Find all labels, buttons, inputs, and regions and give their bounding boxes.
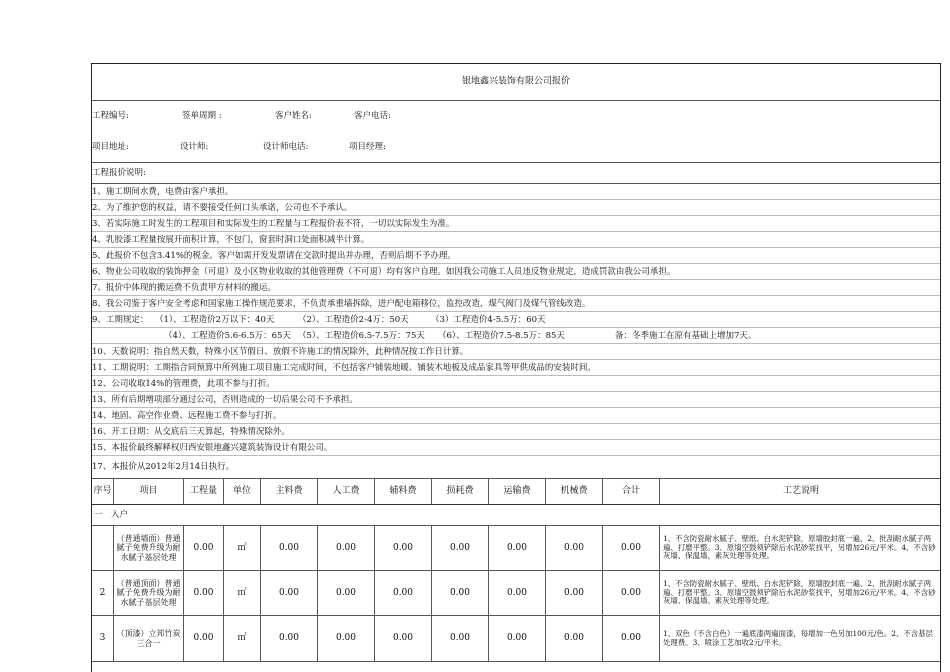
sign-period-label: 签单周期 : [182, 110, 222, 121]
note-row [92, 296, 940, 312]
note-row [92, 248, 940, 264]
row-main-material: 0.00 [261, 526, 318, 570]
row-process-desc: 1、不含防瓷耐水腻子、壁纸、白水泥铲除，原墙胶封底一遍、2、批刮耐水腻子两遍、打磨平整。3、原墙空鼓须铲除后水泥砂浆找平，另增加26元/平米。4、不含砂灰墙、保温墙、素灰处理等处理。 [663, 578, 936, 606]
note-text: 6、物业公司收取的装饰押金（可退）及小区物业收取的其他管理费（不可退）均有客户自理。如因我公司施工人员违反物业规定，造成罚款由我公司承担。 [92, 266, 676, 277]
row-qty: 0.00 [184, 616, 224, 661]
col-header-unit: 单位 [224, 479, 261, 504]
schedule-item: （3）工程造价4-5.5万：60天 [431, 314, 546, 325]
note-text: 12、公司收取14%的管理费，此项不参与打折。 [92, 378, 275, 389]
table-row [92, 616, 940, 662]
note-row [92, 456, 940, 479]
col-header-main-material: 主料费 [261, 479, 318, 504]
row-item: （普通顶面）普通腻子免费升级为耐水腻子基层处理 [114, 571, 184, 615]
row-no: 3 [92, 616, 114, 661]
row-process-desc: 1、不含防瓷耐水腻子、壁纸、白水泥铲除，原墙胶封底一遍、2、批刮耐水腻子两遍、打磨平整。3、原墙空鼓须铲除后水泥砂浆找平，另增加26元/平米。4、不含砂灰墙、保温墙、素灰处理等处理。 [663, 533, 936, 561]
row-machine: 0.00 [546, 571, 603, 615]
note-row [92, 280, 940, 296]
section-row [92, 505, 940, 526]
designer-label: 设计师: [180, 141, 209, 152]
row-labor: 0.00 [318, 616, 375, 661]
row-total: 0.00 [603, 616, 660, 661]
row-total: 0.00 [603, 526, 660, 570]
notes-header: 工程报价说明: [92, 167, 146, 178]
col-header-total: 合计 [603, 479, 660, 504]
row-unit: ㎡ [224, 571, 261, 615]
row-qty: 0.00 [184, 571, 224, 615]
note-text: 16、开工日期：从交底后三天算起，特殊情况除外。 [92, 426, 290, 437]
row-transport: 0.00 [489, 526, 546, 570]
col-header-process: 工艺说明 [782, 486, 819, 497]
note-row [92, 440, 940, 456]
quotation-sheet [91, 63, 941, 672]
row-main-material: 0.00 [261, 571, 318, 615]
schedule-item: （2）、工程造价2-4万：50天 [298, 314, 409, 325]
note-text: 15、本报价最终解释权归西安银地鑫兴建筑装饰设计有限公司。 [92, 442, 333, 453]
manager-label: 项目经理: [349, 141, 386, 152]
notes-header-row [92, 163, 940, 184]
schedule-label: 9、工期规定： [92, 314, 149, 325]
note-text: 13、所有后期增项部分通过公司，否则造成的一切后果公司不予承担。 [92, 394, 358, 405]
customer-name-label: 客户姓名: [275, 110, 312, 121]
row-unit: ㎡ [224, 616, 261, 661]
row-no: 2 [92, 571, 114, 615]
row-aux-material: 0.00 [375, 616, 432, 661]
col-header-qty: 工程量 [184, 479, 224, 504]
note-text: 10、天数说明：指自然天数，特殊小区节假日、放假不许施工的情况除外，此种情况按工作日计算。 [92, 346, 469, 357]
note-row [92, 392, 940, 408]
note-row [92, 232, 940, 248]
note-row [92, 264, 940, 280]
designer-phone-label: 设计师电话: [263, 141, 309, 152]
schedule-item: （4）、工程造价5.6-6.5万：65天 [164, 330, 291, 341]
company-quote-title: 银地鑫兴装饰有限公司报价 [461, 76, 570, 87]
note-text: 14、地固、高空作业费、远程施工费不参与打折。 [92, 410, 282, 421]
table-header-row [92, 479, 940, 505]
row-qty: 0.00 [184, 526, 224, 570]
row-loss: 0.00 [432, 571, 489, 615]
schedule-item: （1）、工程造价2万以下：40天 [155, 314, 275, 325]
table-row [92, 526, 940, 571]
note-row [92, 408, 940, 424]
row-labor: 0.00 [318, 571, 375, 615]
row-item: （普通墙面）普通腻子免费升级为耐水腻子基层处理 [114, 526, 184, 570]
title-row [92, 64, 940, 101]
row-machine: 0.00 [546, 526, 603, 570]
note-row [92, 424, 940, 440]
note-text: 17、本报价从2012年2月14日执行。 [92, 461, 235, 472]
col-header-no: 序号 [92, 479, 114, 504]
row-transport: 0.00 [489, 571, 546, 615]
note-row [92, 216, 940, 232]
schedule-item: （6）、工程造价7.5-8.5万：85天 [438, 330, 565, 341]
note-text: 4、乳胶漆工程量按展开面积计算，不包门，窗套时洞口处面积减半计算。 [92, 234, 370, 245]
info-row-2 [92, 131, 940, 163]
row-loss: 0.00 [432, 616, 489, 661]
row-total: 0.00 [603, 571, 660, 615]
col-header-labor: 人工费 [318, 479, 375, 504]
note-text: 2、为了维护您的权益，请不要接受任何口头承诺，公司也不予承认。 [92, 202, 353, 213]
row-unit: ㎡ [224, 526, 261, 570]
note-text: 7、报价中体现的搬运费不负责甲方材料的搬运。 [92, 282, 276, 293]
customer-phone-label: 客户电话: [354, 110, 391, 121]
address-label: 项目地址: [92, 141, 129, 152]
row-main-material: 0.00 [261, 616, 318, 661]
col-header-loss: 损耗费 [432, 479, 489, 504]
row-process-desc: 1、双色（不含白色）一遍底漆两遍面漆，每增加一色另加100元/色。2、不含基层处理费。3、喷涂工艺加收2元/平米。 [663, 628, 933, 647]
note-text: 1、施工期间水费，电费由客户承担。 [92, 186, 234, 197]
note-row [92, 184, 940, 200]
note-row [92, 360, 940, 376]
col-header-machine: 机械费 [546, 479, 603, 504]
row-labor: 0.00 [318, 526, 375, 570]
row-item: （顶漆）立邦竹炭三合一 [114, 616, 184, 661]
col-header-aux-material: 辅料费 [375, 479, 432, 504]
row-transport: 0.00 [489, 616, 546, 661]
schedule-remark: 备：冬季施工在原有基础上增加7天。 [615, 330, 757, 341]
schedule-row-1 [92, 312, 940, 328]
note-text: 8、我公司鉴于客户安全考虑和国家施工操作规范要求，不负责承重墙拆除，进户配电箱移位，监控改造，煤气阀门及煤气管线改造。 [92, 298, 591, 309]
row-loss: 0.00 [432, 526, 489, 570]
row-aux-material: 0.00 [375, 526, 432, 570]
schedule-item: （5）、工程造价6.5-7.5万：75天 [298, 330, 425, 341]
note-row [92, 344, 940, 360]
note-text: 3、若实际施工时发生的工程项目和实际发生的工程量与工程报价表不符，一切以实际发生为准。 [92, 218, 455, 229]
row-aux-material: 0.00 [375, 571, 432, 615]
row-no [92, 526, 114, 570]
project-no-label: 工程编号: [92, 110, 129, 121]
note-text: 11、工期说明：工期指合同预算中所列施工项目施工完成时间，不包括客户铺装地暖、铺装木地板及成品家具等甲供成品的安装时间。 [92, 362, 596, 373]
note-text: 5、此报价不包含3.41%的税金。客户如需开发发票请在交款时提出并办理，否则后期不予办理。 [92, 250, 456, 261]
note-row [92, 200, 940, 216]
section-title: 一 入户 [94, 509, 129, 520]
table-row [92, 571, 940, 616]
col-header-item: 项目 [114, 479, 184, 504]
note-row [92, 376, 940, 392]
info-row-1 [92, 101, 940, 131]
col-header-transport: 运输费 [489, 479, 546, 504]
row-machine: 0.00 [546, 616, 603, 661]
schedule-row-2 [92, 328, 940, 344]
